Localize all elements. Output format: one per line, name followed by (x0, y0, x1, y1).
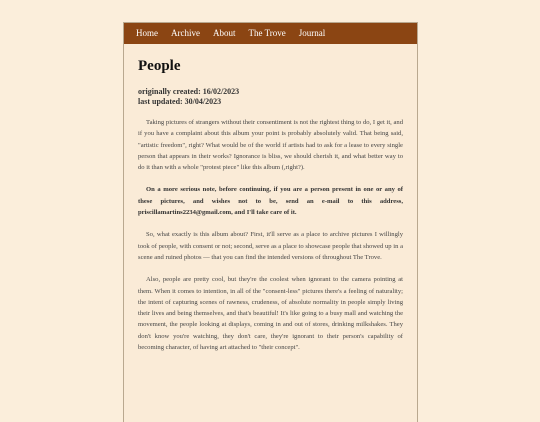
nav-home-link[interactable]: Home (136, 28, 158, 38)
updated-date: last updated: 30/04/2023 (138, 97, 222, 106)
created-date: originally created: 16/02/2023 (138, 87, 240, 96)
nav-archive-link[interactable]: Archive (171, 28, 200, 38)
top-navbar (124, 23, 417, 44)
main-content (124, 44, 417, 353)
nav-about-link[interactable]: About (213, 28, 236, 38)
page-meta (138, 87, 403, 107)
nav-the-trove-link[interactable]: The Trove (248, 28, 286, 38)
nav-journal-link[interactable]: Journal (298, 28, 326, 38)
intro-paragraph: Taking pictures of strangers without their consentiment is not the rightest thing to do, I get it, and if you have a complaint about this album your point is probably absolutely valid. That being said, "artistic freedom", right? What would be of the world if artists had to ask for a lease to every single person that appears in their works? Ignorance is bliss, we should cherish it, and what better way to do it than with a whole "protest piece" like this album (,right?). (138, 119, 403, 172)
contact-notice-paragraph: On a more serious note, before continuing, if you are a person present in one or any of these pictures, and wishes not to be, send an e-mail to this address, priscillamartins2234@gmail.com, and I'll take care of it. (138, 186, 403, 217)
page-container (123, 22, 418, 422)
page-title: People (138, 58, 181, 74)
album-purpose-paragraph: So, what exactly is this album about? First, it'll serve as a place to archive pictures I willingly took of people, with consent or not; second, serve as a place to showcase people that showed up in a scene and ruined photos — that you can find the intended versions of throughout The Trove. (138, 231, 403, 261)
people-observation-paragraph: Also, people are pretty cool, but they're the coolest when ignorant to the camera pointing at them. When it comes to intention, in all of the "consent-less" pictures there's a feeling of naturality; the intent of capturing scenes of rawness, crudeness, of absolute normality in people simply living their lives and being themselves, and that's beautiful! It's like going to a busy mall and watching the movement, the people looking at displays, coming in and out of stores, drinking milkshakes. They don't know you're watching, they don't care, they're ignorant to their person's capability of becoming character, of having art attached to "their concept". (138, 276, 403, 352)
